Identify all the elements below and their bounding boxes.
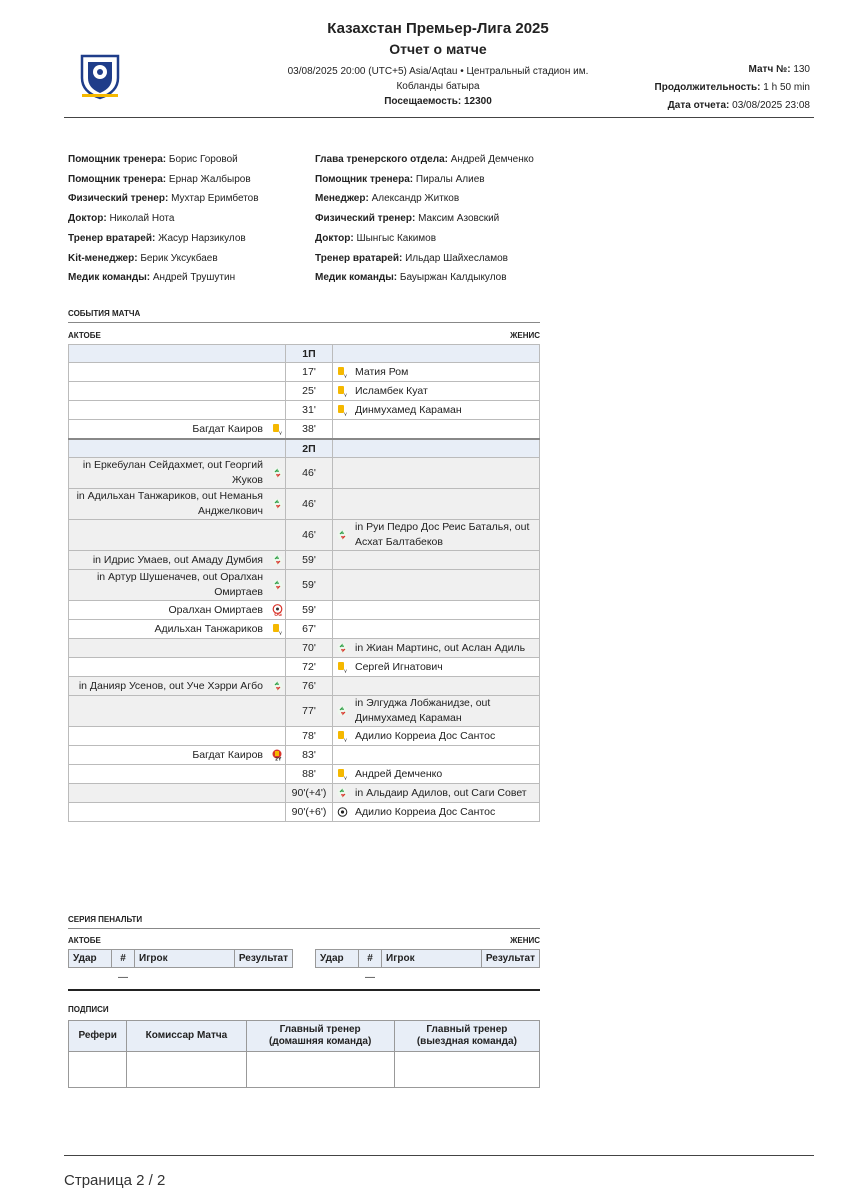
empty-icon [272,730,283,742]
event-row [69,420,540,440]
event-minute: 77' [286,696,333,727]
away-event: Динмухамед Караман [351,401,540,420]
event-minute: 59' [286,570,333,601]
staff-role: Физический тренер: [315,213,416,225]
duration-label: Продолжительность: [654,82,761,93]
event-minute: 46' [286,489,333,520]
yellow-card-icon [272,423,283,435]
svg-text:y: y [343,775,347,781]
match-duration [655,79,810,97]
empty-icon [272,768,283,780]
home-event: in Еркебулан Сейдахмет, out Георгий Жуков [69,458,270,489]
staff-role: Kit-менеджер: [68,252,138,264]
event-row [69,658,540,677]
staff-role: Медик команды: [68,272,151,284]
event-row [69,639,540,658]
staff-entry [68,268,259,288]
svg-text:y: y [343,737,347,743]
yellow-card-icon [337,730,348,742]
staff-entry [315,229,534,249]
event-minute: 59' [286,551,333,570]
report-info [655,61,810,115]
event-row [69,677,540,696]
yellow-card-icon [272,623,283,635]
staff-name: Андрей Трушутин [152,272,236,284]
penalty-home-team: АКТОБЕ [68,936,101,945]
penalty-section-title: СЕРИЯ ПЕНАЛЬТИ [68,915,143,924]
empty-icon [337,623,348,635]
match-meta [280,64,596,109]
sig-away-coach-l2: (выездная команда) [416,1036,517,1047]
staff-entry [68,170,259,190]
staff-role: Менеджер: [315,193,369,205]
home-event: in Данияр Усенов, out Уче Хэрри Агбо [69,677,270,696]
sig-away-coach [394,1021,539,1052]
substitution-icon [272,579,283,591]
substitution-icon [272,680,283,692]
away-event [351,570,540,601]
home-event: Оралхан Омиртаев [69,601,270,620]
home-event [69,784,270,803]
home-event: in Адильхан Танжариков, out Неманья Анджелкович [69,489,270,520]
sig-referee: Рефери [69,1021,127,1052]
home-event [69,727,270,746]
staff-name: Шынгыс Какимов [356,232,437,244]
event-minute: 38' [286,420,333,440]
penalty-bottom-divider [68,989,540,991]
report-date [655,97,810,115]
event-row [69,382,540,401]
away-event: in Руи Педро Дос Реис Баталья, out Асхат Балтабеков [351,520,540,551]
yellow-card-icon [337,768,348,780]
empty-icon [337,579,348,591]
empty-icon [337,680,348,692]
home-event [69,658,270,677]
event-minute: 83' [286,746,333,765]
events-divider [68,322,540,323]
staff-name: Бауыржан Калдыкулов [399,272,507,284]
away-event: Сергей Игнатович [351,658,540,677]
substitution-icon [272,498,283,510]
match-number-value: 130 [793,64,810,75]
event-row [69,458,540,489]
goal-icon [337,806,348,818]
substitution-icon [337,529,348,541]
event-minute: 90'(+6') [286,803,333,822]
staff-name: Мухтар Еримбетов [171,193,259,205]
away-event: in Жиан Мартинс, out Аслан Адиль [351,639,540,658]
match-events-table [68,344,540,822]
away-event [351,746,540,765]
empty-icon [337,467,348,479]
event-row [69,401,540,420]
away-event: in Элгуджа Лобжанидзе, out Динмухамед Караман [351,696,540,727]
sig-referee-box[interactable] [69,1052,127,1088]
event-row [69,620,540,639]
staff-entry [315,268,534,288]
event-minute: 46' [286,458,333,489]
staff-entry [68,229,259,249]
empty-icon [337,554,348,566]
event-row [69,746,540,765]
event-row [69,570,540,601]
away-event [351,601,540,620]
match-number [655,61,810,79]
empty-icon [272,404,283,416]
event-minute: 76' [286,677,333,696]
col-result: Результат [481,950,539,968]
yellow-card-icon [337,404,348,416]
sig-home-coach [246,1021,394,1052]
away-staff-list [315,150,534,288]
league-logo-icon [76,52,124,100]
half-label: 2П [286,439,333,458]
empty-icon [272,529,283,541]
match-number-label: Матч №: [748,64,791,75]
meta-line2: Кобланды батыра [396,81,480,92]
penalty-divider [68,928,540,929]
report-subtitle: Отчет о матче [389,41,487,57]
staff-role: Помощник тренера: [68,173,167,185]
league-title: Казахстан Премьер-Лига 2025 [327,20,549,37]
empty-icon [272,366,283,378]
substitution-icon [337,642,348,654]
empty-icon [337,498,348,510]
report-header [0,0,848,118]
events-section-title: СОБЫТИЯ МАТЧА [68,309,141,318]
attendance-value: 12300 [464,96,492,107]
penalty-away-team: ЖЕНИС [510,936,540,945]
col-shot: Удар [69,950,112,968]
event-row [69,765,540,784]
col-number: # [359,950,382,968]
event-row [69,363,540,382]
empty-icon [272,787,283,799]
half-header-row [69,345,540,363]
event-row [69,727,540,746]
second-yellow-icon [272,749,283,761]
staff-name: Андрей Демченко [450,154,534,165]
event-minute: 67' [286,620,333,639]
col-player: Игрок [382,950,482,968]
staff-name: Жасур Нарзикулов [158,232,246,244]
sig-away-coach-box[interactable] [394,1052,539,1088]
col-shot: Удар [316,950,359,968]
svg-text:y: y [343,668,347,674]
event-row [69,601,540,620]
col-player: Игрок [135,950,235,968]
away-event: Андрей Демченко [351,765,540,784]
home-event: in Идрис Умаев, out Амаду Думбия [69,551,270,570]
staff-name: Пиралы Алиев [415,173,485,185]
event-row [69,551,540,570]
event-row [69,489,540,520]
staff-role: Тренер вратарей: [68,232,156,244]
empty-icon [337,604,348,616]
event-minute: 31' [286,401,333,420]
staff-name: Ильдар Шайхесламов [405,252,508,264]
staff-name: Борис Горовой [168,154,238,165]
footer-divider [64,1155,814,1156]
empty-icon [337,749,348,761]
staff-entry [68,189,259,209]
yellow-card-icon [337,661,348,673]
staff-role: Медик команды: [315,272,398,284]
penalty-table-away [315,949,540,987]
duration-value: 1 h 50 min [763,82,810,93]
away-event [351,420,540,440]
half-header-row [69,439,540,458]
staff-role: Доктор: [315,232,354,244]
home-event: Адильхан Танжариков [69,620,270,639]
staff-role: Тренер вратарей: [315,252,403,264]
event-minute: 78' [286,727,333,746]
staff-entry [68,150,259,170]
svg-text:OG: OG [273,612,282,617]
signatures-table [68,1020,540,1088]
svg-text:y: y [278,430,282,436]
staff-role: Доктор: [68,213,107,225]
staff-name: Ернар Жалбыров [168,173,251,185]
staff-entry [68,249,259,269]
home-event: Багдат Каиров [69,420,270,440]
svg-text:y: y [278,630,282,636]
home-event [69,765,270,784]
staff-name: Александр Житков [371,193,460,205]
home-event [69,520,270,551]
staff-name: Николай Нота [109,213,175,225]
home-event [69,639,270,658]
away-event: Адилио Корреиа Дос Сантос [351,727,540,746]
event-minute: 70' [286,639,333,658]
staff-name: Максим Азовский [418,213,500,225]
staff-role: Помощник тренера: [68,154,167,165]
svg-text:y: y [343,392,347,398]
report-date-label: Дата отчета: [667,100,730,111]
home-event [69,363,270,382]
page-number: Страница 2 / 2 [64,1172,166,1189]
yellow-card-icon [337,385,348,397]
sig-away-coach-l1: Главный тренер [426,1024,508,1035]
sig-commissioner-box[interactable] [127,1052,246,1088]
sig-home-coach-l1: Главный тренер [279,1024,361,1035]
report-date-value: 03/08/2025 23:08 [732,100,810,111]
header-divider [64,117,814,118]
staff-entry [68,209,259,229]
empty-icon [272,385,283,397]
events-home-team: АКТОБЕ [68,331,101,340]
home-event [69,696,270,727]
empty-icon [272,705,283,717]
away-event [351,677,540,696]
substitution-icon [272,554,283,566]
event-minute: 46' [286,520,333,551]
staff-role: Помощник тренера: [315,173,414,185]
staff-role: Физический тренер: [68,193,169,205]
home-event [69,401,270,420]
away-event [351,489,540,520]
event-minute: 72' [286,658,333,677]
event-minute: 25' [286,382,333,401]
yellow-card-icon [337,366,348,378]
substitution-icon [272,467,283,479]
penalty-home-empty: — [118,972,128,983]
empty-icon [272,642,283,654]
home-event [69,803,270,822]
col-number: # [112,950,135,968]
attendance [280,94,596,109]
attendance-label: Посещаемость: [384,96,462,107]
staff-role: Глава тренерского отдела: [315,154,448,165]
sig-home-coach-l2: (домашняя команда) [269,1036,372,1047]
signatures-section-title: ПОДПИСИ [68,1005,109,1014]
event-row [69,696,540,727]
staff-entry [315,170,534,190]
staff-name: Берик Уксукбаев [140,252,218,264]
event-minute: 59' [286,601,333,620]
event-minute: 90'(+4') [286,784,333,803]
staff-entry [315,150,534,170]
event-minute: 17' [286,363,333,382]
away-event [351,620,540,639]
svg-text:y: y [343,373,347,379]
svg-text:y: y [343,411,347,417]
meta-line1: 03/08/2025 20:00 (UTC+5) Asia/Aqtau • Центральный стадион им. [287,66,589,77]
svg-text:2Y: 2Y [274,757,281,762]
away-event [351,458,540,489]
away-event [351,551,540,570]
away-event: Адилио Корреиа Дос Сантос [351,803,540,822]
empty-icon [337,423,348,435]
event-minute: 88' [286,765,333,784]
penalty-away-empty: — [365,972,375,983]
substitution-icon [337,705,348,717]
home-staff-list [68,150,259,288]
home-event [69,382,270,401]
penalty-table-home [68,949,293,987]
staff-entry [315,209,534,229]
staff-entry [315,189,534,209]
events-away-team: ЖЕНИС [510,331,540,340]
sig-home-coach-box[interactable] [246,1052,394,1088]
half-label: 1П [286,345,333,363]
col-result: Результат [234,950,292,968]
own-goal-icon [272,604,283,616]
empty-icon [272,661,283,673]
away-event: Матия Ром [351,363,540,382]
sig-commissioner: Комиссар Матча [127,1021,246,1052]
event-row [69,803,540,822]
staff-entry [315,249,534,269]
away-event: Исламбек Куат [351,382,540,401]
home-event: in Артур Шушеначев, out Оралхан Омиртаев [69,570,270,601]
empty-icon [272,806,283,818]
home-event: Багдат Каиров [69,746,270,765]
substitution-icon [337,787,348,799]
away-event: in Альдаир Адилов, out Саги Совет [351,784,540,803]
event-row [69,520,540,551]
event-row [69,784,540,803]
